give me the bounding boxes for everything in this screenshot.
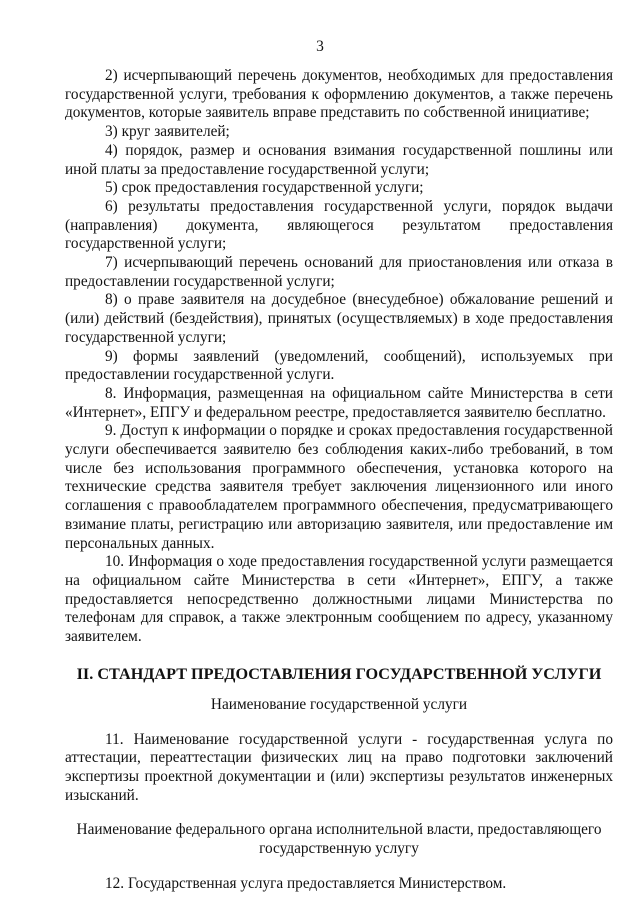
subheading-service-name: Наименование государственной услуги bbox=[210, 695, 468, 713]
page-number: 3 bbox=[316, 38, 324, 55]
section-heading: II. СТАНДАРТ ПРЕДОСТАВЛЕНИЯ ГОСУДАРСТВЕННОЙ УСЛУГИ bbox=[76, 664, 602, 683]
list-item: 5) срок предоставления государственной услуги; bbox=[105, 179, 424, 197]
list-item: 4) порядок, размер и основания взимания государственной пошлины или иной платы за предоставление государственной услуги; bbox=[65, 141, 613, 178]
list-item: 2) исчерпывающий перечень документов, необходимых для предоставления государственной услуги, требования к оформлению документов, а также перечень документов, которые заявитель вправе представить по собственной инициативе; bbox=[65, 67, 613, 122]
paragraph-9: 9. Доступ к информации о порядке и сроках предоставления государственной услуги обеспечивается заявителю без соблюдения каких-либо требований, в том числе без использования программного обеспечения, установка которого на технические средства заявителя требует заключения лицензионного или иного соглашения с правообладателем программного обеспечения, предусматривающего взимание платы, регистрацию или авторизацию заявителя, или предоставление им персональных данных. bbox=[65, 422, 613, 552]
paragraph-8: 8. Информация, размещенная на официальном сайте Министерства в сети «Интернет», ЕПГУ и федеральном реестре, предоставляется заявителю бесплатно. bbox=[65, 384, 613, 421]
paragraph-10: 10. Информация о ходе предоставления государственной услуги размещается на официальном сайте Министерства в сети «Интернет», ЕПГУ, а также предоставляется непосредственно должностными лицами Министерства по телефонам для справок, а также электронным сообщением по адресу, указанному заявителем. bbox=[65, 553, 613, 646]
paragraph-11: 11. Наименование государственной услуги - государственная услуга по аттестации, переаттестации физических лиц на право подготовки заключений экспертизы проектной документации и (или) экспертизы результатов инженерных изысканий. bbox=[65, 730, 613, 804]
list-item: 9) формы заявлений (уведомлений, сообщений), используемых при предоставлении государственной услуги. bbox=[65, 347, 613, 384]
document-body bbox=[65, 67, 613, 893]
list-item: 7) исчерпывающий перечень оснований для приостановления или отказа в предоставлении государственной услуги; bbox=[65, 254, 613, 290]
list-item: 8) о праве заявителя на досудебное (внесудебное) обжалование решений и (или) действий (бездействия), принятых (осуществляемых) в ходе предоставления государственной услуги; bbox=[65, 291, 613, 346]
list-item: 3) круг заявителей; bbox=[105, 123, 230, 141]
list-item: 6) результаты предоставления государственной услуги, порядок выдачи (направления) документа, являющегося результатом предоставления государственной услуги; bbox=[65, 197, 613, 253]
subheading-federal-body: Наименование федерального органа исполнительной власти, предоставляющего государственную услугу bbox=[76, 821, 602, 858]
paragraph-12: 12. Государственная услуга предоставляется Министерством. bbox=[105, 874, 507, 892]
